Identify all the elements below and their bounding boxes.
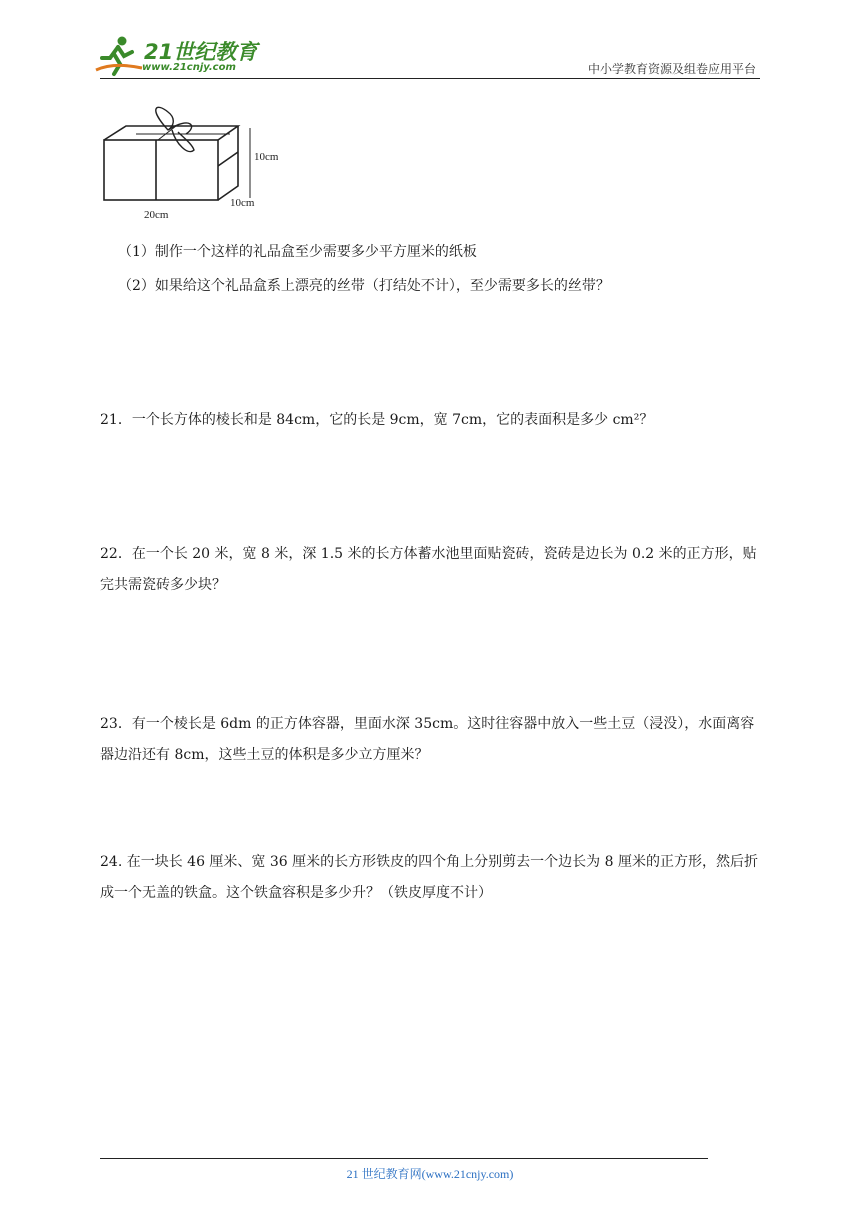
q20-part-2: （2）如果给这个礼品盒系上漂亮的丝带（打结处不计），至少需要多长的丝带？ (118, 278, 610, 294)
footer-divider (100, 1158, 708, 1159)
question-22: 22．在一个长 20 米，宽 8 米，深 1.5 米的长方体蓄水池里面贴瓷砖，瓷砖是边长为 0.2 米的正方形，贴完共需瓷砖多少块？ (100, 546, 757, 593)
height-label: 10cm (254, 151, 278, 163)
q20-part-1: （1）制作一个这样的礼品盒至少需要多少平方厘米的纸板 (118, 244, 477, 260)
length-label: 20cm (144, 209, 169, 221)
header-tagline: 中小学教育资源及组卷应用平台 (587, 62, 756, 76)
question-21: 21．一个长方体的棱长和是 84cm，它的长是 9cm，宽 7cm，它的表面积是多少 cm²？ (100, 412, 654, 428)
site-logo (92, 34, 262, 78)
runner-logo-icon (92, 34, 148, 78)
question-24: 24. 在一块长 46 厘米、宽 36 厘米的长方形铁皮的四个角上分别剪去一个边长为 8 厘米的正方形，然后折成一个无盖的铁盒。这个铁盒容积是多少升？（铁皮厚度不计） (100, 854, 758, 901)
logo-url: www.21cnjy.com (142, 62, 236, 73)
gift-box-diagram (98, 104, 278, 224)
question-23: 23．有一个棱长是 6dm 的正方体容器，里面水深 35cm。这时往容器中放入一些土豆（浸没），水面离容器边沿还有 8cm，这些土豆的体积是多少立方厘米？ (100, 716, 755, 763)
header-divider (100, 78, 760, 79)
page-header (0, 0, 860, 80)
logo-text: 21世纪教育 (144, 40, 258, 64)
footer-text: 21 世纪教育网(www.21cnjy.com) (346, 1167, 514, 1181)
gift-box-figure (98, 104, 278, 224)
width-label: 10cm (230, 197, 255, 209)
